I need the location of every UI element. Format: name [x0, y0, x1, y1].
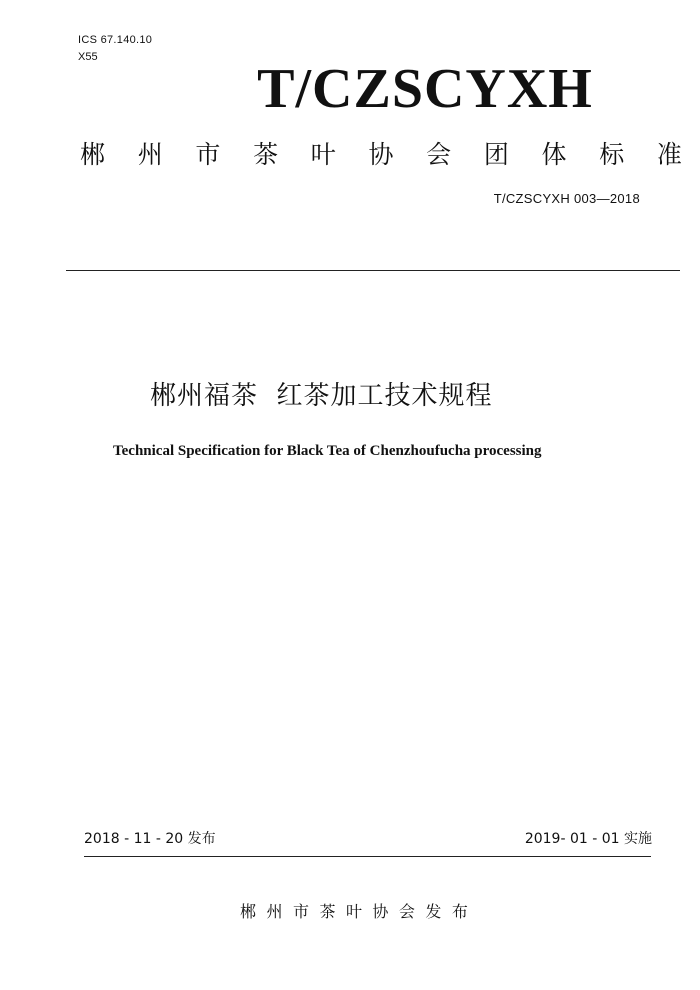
heading-char: 市 [195, 140, 221, 169]
standard-number: T/CZSCYXH 003—2018 [493, 191, 640, 206]
classification-code: X55 [78, 51, 98, 63]
standard-code-heading: T/CZSCYXH [257, 58, 593, 120]
publisher-char: 茶 [319, 902, 336, 921]
document-title-chinese: 郴州福茶 红茶加工技术规程 [150, 381, 493, 411]
heading-char: 体 [541, 140, 567, 169]
heading-char: 标 [599, 140, 625, 169]
document-title-english: Technical Specification for Black Tea of Chenzhoufucha processing [113, 443, 542, 459]
top-divider [66, 270, 680, 271]
implementation-date: 2019- 01 - 01 实施 [524, 831, 652, 847]
publisher-char: 布 [451, 902, 468, 921]
publisher-char: 会 [398, 902, 415, 921]
publisher-char: 协 [372, 902, 389, 921]
publisher [240, 901, 468, 923]
heading-char: 茶 [253, 140, 279, 169]
ics-code: ICS 67.140.10 [78, 34, 153, 46]
heading-char: 协 [368, 140, 394, 169]
heading-char: 郴 [80, 140, 106, 169]
heading-char: 州 [137, 140, 163, 169]
publisher-char: 叶 [345, 902, 362, 921]
heading-char: 会 [426, 140, 452, 169]
publisher-char: 发 [425, 902, 442, 921]
publisher-char: 市 [292, 902, 309, 921]
bottom-divider [84, 856, 651, 857]
publisher-char: 州 [266, 902, 283, 921]
heading-char: 叶 [310, 140, 336, 169]
heading-char: 准 [656, 140, 682, 169]
association-standard-heading [80, 140, 682, 170]
heading-char: 团 [483, 140, 509, 169]
issue-date: 2018 - 11 - 20 发布 [84, 831, 216, 847]
publisher-char: 郴 [240, 902, 257, 921]
